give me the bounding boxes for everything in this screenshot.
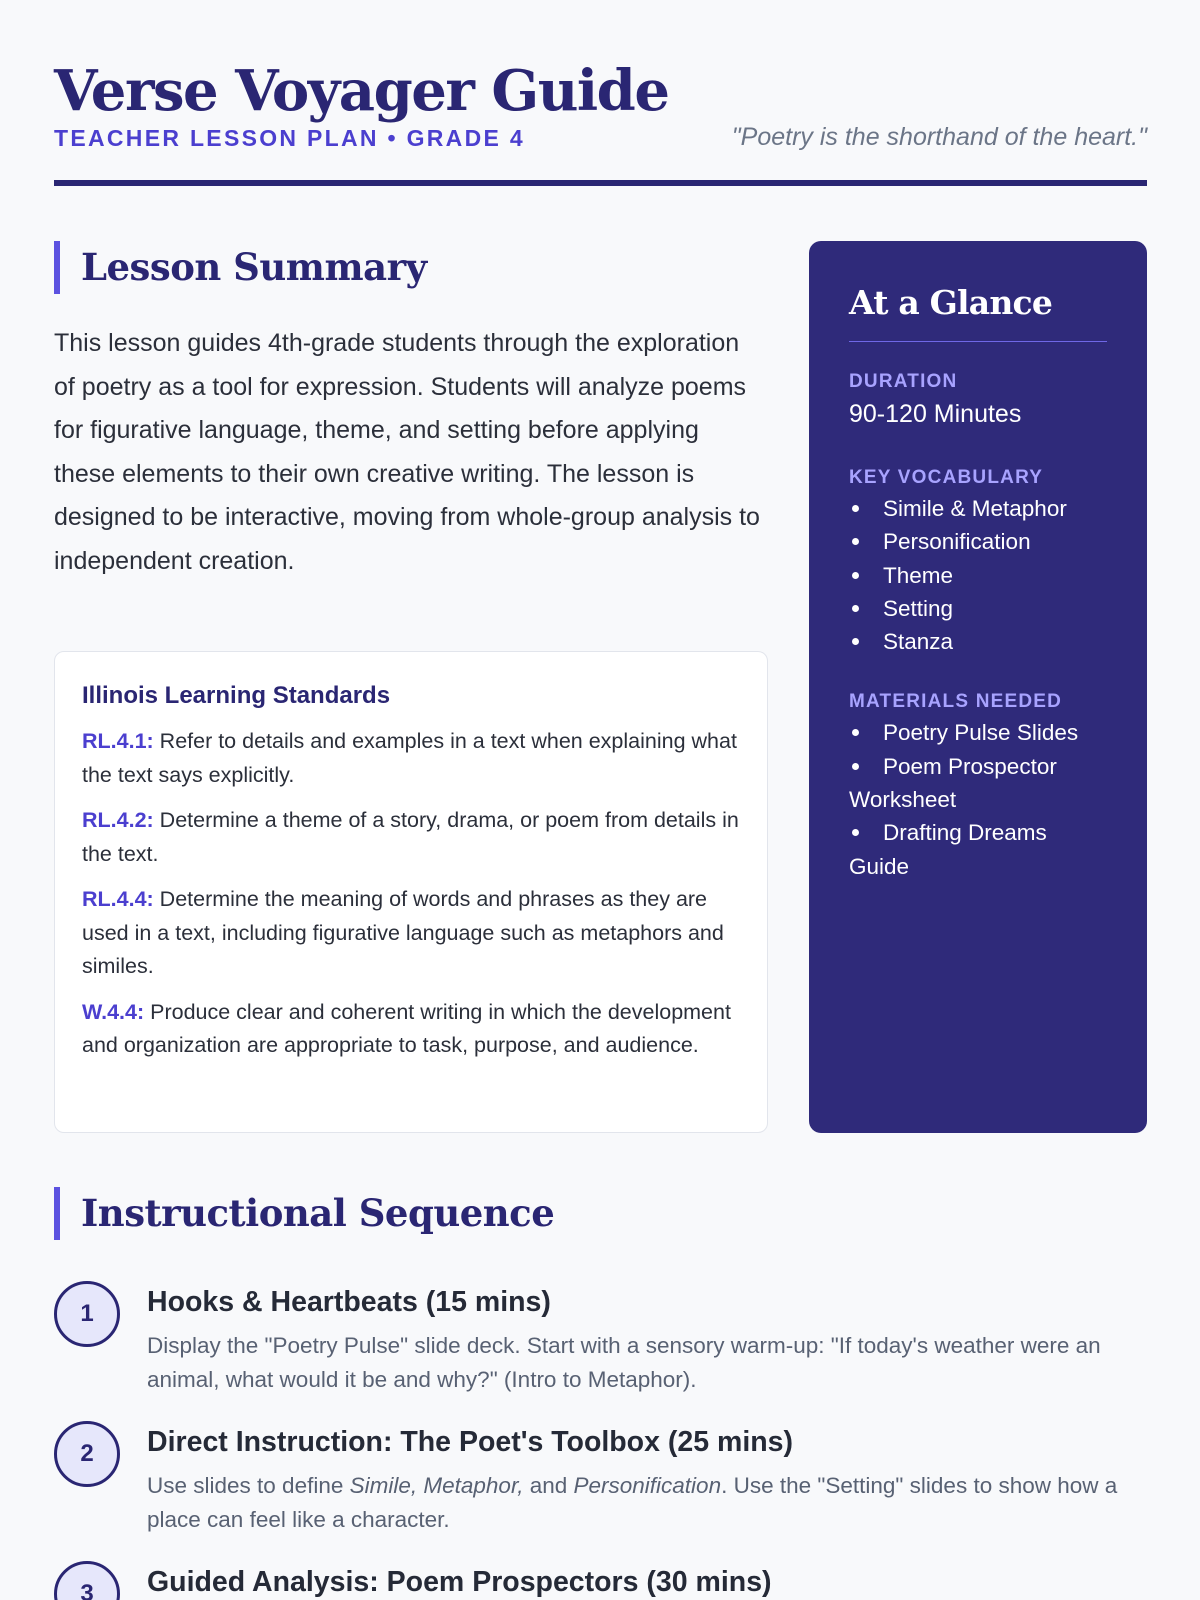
- header-quote: "Poetry is the shorthand of the heart.": [731, 123, 1147, 151]
- standard-code: RL.4.2:: [82, 808, 154, 832]
- step-description: Display the "Poetry Pulse" slide deck. Start with a sensory warm-up: "If today's weather were an animal, what would it be and why?" (Intro to Metaphor).: [147, 1333, 1101, 1392]
- step-description: [147, 1469, 1147, 1536]
- header-divider: [54, 180, 1147, 186]
- lesson-plan-page: [54, 0, 1147, 1600]
- step-desc-term: Simile, Metaphor,: [349, 1473, 524, 1498]
- step-number-badge: 2: [54, 1421, 120, 1487]
- step-desc-text: . Use the "Setting" slides to show how a place can feel like a character.: [147, 1473, 1118, 1532]
- at-a-glance-title: At a Glance: [849, 281, 1107, 342]
- step-title: Direct Instruction: The Poet's Toolbox (25 mins): [147, 1426, 793, 1458]
- step-desc-term: Personification: [573, 1473, 722, 1498]
- step-desc-text: and: [523, 1473, 574, 1498]
- step-number-badge: 3: [54, 1561, 120, 1600]
- page-subtitle: TEACHER LESSON PLAN • GRADE 4: [54, 125, 525, 151]
- vocab-item: Theme: [849, 559, 1107, 592]
- page-header: [54, 56, 1147, 188]
- duration-value: 90-120 Minutes: [849, 400, 1022, 428]
- key-vocabulary-label: KEY VOCABULARY: [849, 467, 1044, 488]
- instructional-sequence-heading: Instructional Sequence: [54, 1187, 554, 1240]
- lesson-summary-text: This lesson guides 4th-grade students through the exploration of poetry as a tool for expression. Students will analyze poems for figurative language, theme, and setting before applying these elements to their own creative writing. The lesson is designed to be interactive, moving from whole-group analysis to independent creation.: [54, 329, 760, 575]
- duration-label: DURATION: [849, 371, 958, 392]
- standard-item: [82, 804, 740, 871]
- material-item: Drafting Dreams Guide: [849, 816, 1107, 883]
- standard-item: [82, 883, 740, 984]
- standard-item: [82, 996, 740, 1063]
- step-title: Guided Analysis: Poem Prospectors (30 mins): [147, 1566, 772, 1598]
- step-title: Hooks & Heartbeats (15 mins): [147, 1286, 551, 1318]
- material-item: Poetry Pulse Slides: [849, 716, 1107, 749]
- standard-code: RL.4.4:: [82, 887, 154, 911]
- standard-item: [82, 725, 740, 792]
- vocab-item: Personification: [849, 525, 1107, 558]
- standards-title: Illinois Learning Standards: [82, 682, 391, 709]
- page-title: Verse Voyager Guide: [54, 58, 669, 124]
- materials-list: [849, 716, 1107, 882]
- standard-text: Refer to details and examples in a text when explaining what the text says explicitly.: [82, 729, 737, 787]
- standard-code: RL.4.1:: [82, 729, 154, 753]
- step-number-badge: 1: [54, 1281, 120, 1347]
- materials-needed-label: MATERIALS NEEDED: [849, 691, 1063, 713]
- standard-text: Produce clear and coherent writing in which the development and organization are appropriate to task, purpose, and audience.: [82, 999, 731, 1057]
- standard-text: Determine the meaning of words and phrases as they are used in a text, including figurative language such as metaphors and similes.: [82, 887, 724, 978]
- at-a-glance-panel: [809, 241, 1147, 1133]
- standards-card: [54, 651, 768, 1133]
- standard-text: Determine a theme of a story, drama, or poem from details in the text.: [82, 808, 739, 866]
- vocab-item: Stanza: [849, 625, 1107, 658]
- key-vocabulary-list: [849, 492, 1107, 658]
- lesson-summary-heading: Lesson Summary: [54, 241, 427, 294]
- vocab-item: Simile & Metaphor: [849, 492, 1107, 525]
- vocab-item: Setting: [849, 592, 1107, 625]
- step-desc-text: Use slides to define: [147, 1473, 350, 1498]
- standard-code: W.4.4:: [82, 999, 145, 1024]
- material-item: Poem Prospector Worksheet: [849, 750, 1107, 817]
